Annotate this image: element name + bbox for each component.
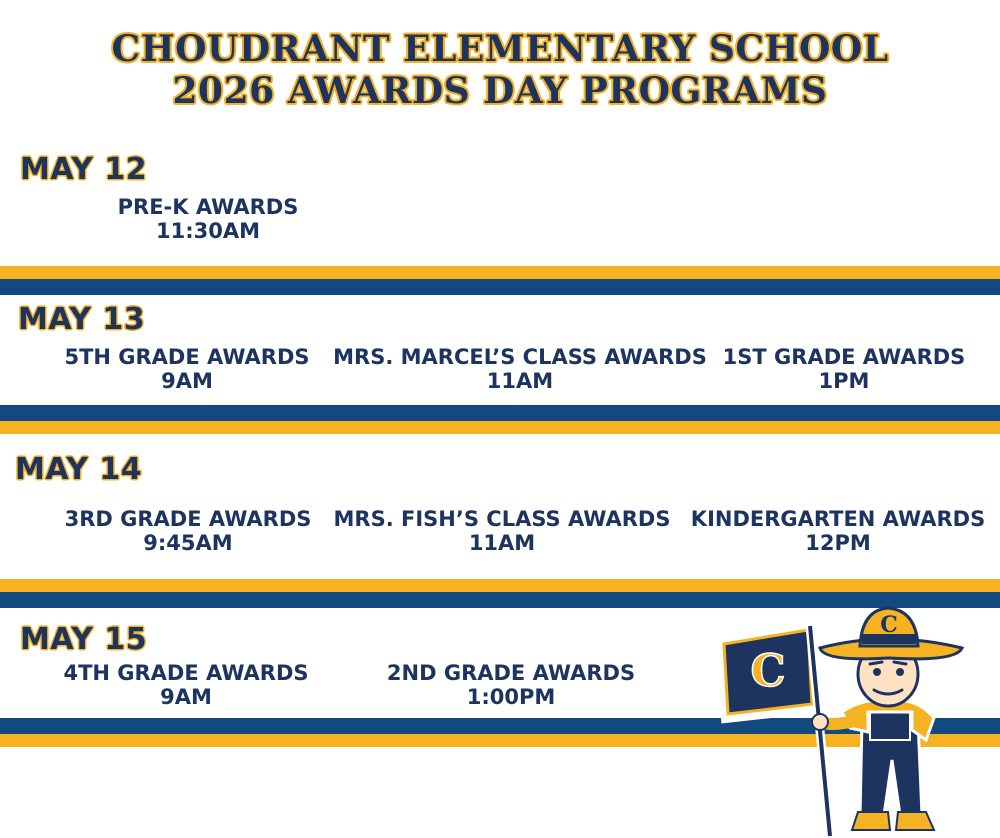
event-time: 12PM: [805, 531, 871, 555]
event-name: 5TH GRADE AWARDS: [64, 345, 310, 369]
event-time: 9AM: [161, 369, 213, 393]
event-time: 11AM: [468, 531, 536, 555]
event-time: 1PM: [818, 369, 870, 393]
day-date: MAY 14: [15, 452, 143, 487]
event-time: 1:00PM: [466, 685, 556, 709]
hat-letter: C: [880, 612, 898, 638]
divider-stripe-navy: [0, 279, 1000, 295]
event-item: [723, 345, 966, 393]
event-item: [63, 661, 308, 709]
event-name: 4TH GRADE AWARDS: [63, 661, 309, 685]
event-time: 9AM: [160, 685, 212, 709]
mascot-illustration: [712, 600, 982, 838]
divider-stripe-navy: [0, 405, 1000, 421]
event-name: MRS. MARCEL’S CLASS AWARDS: [333, 345, 707, 369]
page-title-line-2: 2026 AWARDS DAY PROGRAMS: [172, 70, 828, 112]
event-name: KINDERGARTEN AWARDS: [690, 507, 986, 531]
event-item: [333, 345, 707, 393]
flag-letter: C: [750, 646, 786, 697]
event-time: 11AM: [486, 369, 554, 393]
event-name: MRS. FISH’S CLASS AWARDS: [333, 507, 671, 531]
event-item: [334, 507, 671, 555]
event-item: [691, 507, 985, 555]
cowboy-hat-icon: [820, 608, 962, 659]
day-date: MAY 15: [20, 622, 148, 657]
divider-stripe-gold: [0, 421, 1000, 434]
divider-stripe-gold: [0, 579, 1000, 592]
divider-stripe-gold: [0, 266, 1000, 279]
flag-icon: [724, 626, 830, 836]
day-date: MAY 13: [18, 302, 146, 337]
event-name: 2ND GRADE AWARDS: [386, 661, 636, 685]
event-time: 11:30AM: [156, 219, 260, 243]
event-item: [65, 507, 312, 555]
event-time: 9:45AM: [143, 531, 233, 555]
event-name: 1ST GRADE AWARDS: [722, 345, 966, 369]
event-item: [64, 345, 309, 393]
day-date: MAY 12: [20, 152, 148, 187]
page-title-line-1: CHOUDRANT ELEMENTARY SCHOOL: [111, 28, 889, 70]
event-name: PRE-K AWARDS: [117, 195, 299, 219]
event-name: 3RD GRADE AWARDS: [64, 507, 312, 531]
event-item: [118, 195, 299, 243]
event-item: [387, 661, 635, 709]
